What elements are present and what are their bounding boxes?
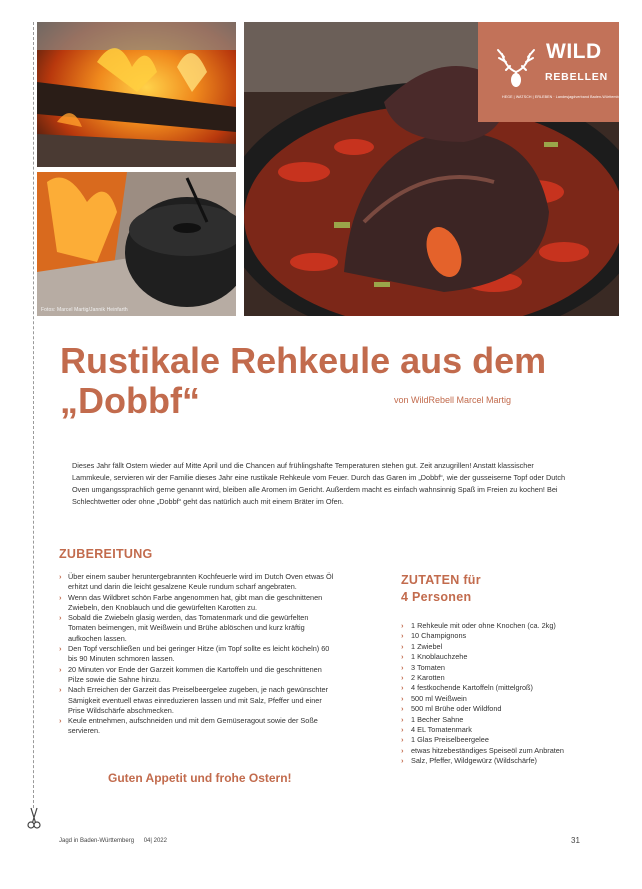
- ingredient-text: Salz, Pfeffer, Wildgewürz (Wildschärfe): [411, 756, 537, 766]
- step-item: [59, 665, 335, 686]
- ingredient-item: [401, 683, 571, 693]
- chevron-right-icon: ›: [59, 716, 62, 726]
- dutch-oven-photo: [37, 172, 236, 316]
- ingredient-text: 1 Becher Sahne: [411, 714, 464, 724]
- chevron-right-icon: ›: [59, 685, 62, 695]
- step-item: [59, 593, 335, 614]
- step-item: [59, 685, 335, 716]
- deer-antler-icon: [494, 46, 538, 88]
- ingredients-heading: [401, 572, 481, 606]
- step-text: Über einem sauber heruntergebrannten Kochfeuerle wird im Dutch Oven etwas Öl erhitzt und darin die leicht gesalzene Keule rundum scharf angebraten.: [68, 572, 334, 592]
- ingredient-text: etwas hitzebeständiges Speiseöl zum Anbraten: [411, 745, 564, 755]
- step-text: Den Topf verschließen und bei geringer Hitze (im Topf sollte es leicht köcheln) 60 bis 90 Minuten schmoren lassen.: [68, 644, 330, 664]
- ingredient-item: [401, 652, 571, 662]
- chevron-right-icon: ›: [401, 725, 404, 735]
- logo-tagline: HEGE | WATSCH | ERLEBEN · Landesjagdverband Baden-Württemberg e.V.: [502, 95, 632, 99]
- step-item: [59, 613, 335, 644]
- ingredient-item: [401, 725, 571, 735]
- ingredient-text: 1 Zwiebel: [411, 641, 443, 651]
- ingredient-text: 2 Karotten: [411, 673, 445, 683]
- step-text: Keule entnehmen, aufschneiden und mit dem Gemüseragout sowie der Soße servieren.: [68, 716, 318, 736]
- ingredient-text: 4 festkochende Kartoffeln (mittelgroß): [411, 683, 533, 693]
- ingredient-item: [401, 621, 571, 631]
- chevron-right-icon: ›: [401, 652, 404, 662]
- ingredient-item: [401, 694, 571, 704]
- ingredient-item: [401, 673, 571, 683]
- ingredient-text: 4 EL Tomatenmark: [411, 725, 472, 735]
- chevron-right-icon: ›: [401, 641, 404, 651]
- chevron-right-icon: ›: [401, 714, 404, 724]
- ingredient-item: [401, 715, 571, 725]
- ingredient-text: 3 Tomaten: [411, 662, 445, 672]
- chevron-right-icon: ›: [401, 693, 404, 703]
- logo-wordmark-wild: WILD: [546, 40, 602, 63]
- step-text: Wenn das Wildbret schön Farbe angenommen hat, gibt man die geschnittenen Zwiebeln, den Knoblauch und die gewürfelten Karotten zu.: [68, 592, 323, 612]
- campfire-photo: [37, 22, 236, 167]
- ingredients-heading-line-2: 4 Personen: [401, 590, 472, 604]
- step-text: Nach Erreichen der Garzeit das Preiselbeergelee zugeben, je nach gewünschter Sämigkeit eventuell etwas einreduzieren lassen und mit Salz, Pfeffer und einer Prise Wildschärfe abschmecken.: [68, 685, 329, 715]
- intro-paragraph: Dieses Jahr fällt Ostern wieder auf Mitte April und die Chancen auf frühlingshafte Temperaturen stehen gut. Zeit anzugrillen! Anstatt klassischer Lammkeule, servieren wir der Familie dieses Jahr eine rustikale Rehkeule vom Feuer. Durch das Garen im „Dobbf“, wie der gusseiserne Topf oder Dutch Oven umgangssprachlich gerne genannt wird, bleiben alle Aromen im Gericht. Außerdem macht es einfach wahnsinnig Spaß im Freien zu kochen! Bei Schlechtwetter oder ohne „Dobbf“ geht das natürlich auch mit einem Bräter im Ofen.: [72, 461, 566, 506]
- chevron-right-icon: ›: [401, 745, 404, 755]
- chevron-right-icon: ›: [401, 735, 404, 745]
- chevron-right-icon: ›: [401, 631, 404, 641]
- chevron-right-icon: ›: [401, 704, 404, 714]
- chevron-right-icon: ›: [59, 592, 62, 602]
- ingredient-text: 1 Knoblauchzehe: [411, 652, 468, 662]
- ingredient-item: [401, 631, 571, 641]
- step-item: [59, 572, 335, 593]
- chevron-right-icon: ›: [401, 662, 404, 672]
- wild-rebellen-logo: [478, 22, 632, 122]
- ingredient-text: 500 ml Brühe oder Wildfond: [411, 704, 502, 714]
- logo-wordmark-rebellen: REBELLEN: [545, 71, 608, 83]
- chevron-right-icon: ›: [59, 572, 62, 581]
- author-byline: von WildRebell Marcel Martig: [394, 395, 512, 405]
- ingredients-heading-line-1: ZUTATEN für: [401, 573, 481, 587]
- page-footer: [59, 838, 175, 844]
- step-item: [59, 644, 335, 665]
- page-number: 31: [571, 836, 580, 845]
- ingredient-item: [401, 642, 571, 652]
- step-text: Sobald die Zwiebeln glasig werden, das Tomatenmark und die gewürfelten Tomaten beimengen, mit Weißwein und Brühe ablöschen und kurz kräftig aufkochen lassen.: [68, 613, 309, 643]
- step-text: 20 Minuten vor Ende der Garzeit kommen die Kartoffeln und die geschnittenen Pilze sowie die Sahne hinzu.: [68, 664, 322, 684]
- article-title-line-2: „Dobbf“: [60, 380, 200, 421]
- chevron-right-icon: ›: [401, 683, 404, 693]
- preparation-steps: [59, 572, 335, 737]
- issue-number: 04| 2022: [143, 838, 167, 844]
- chevron-right-icon: ›: [401, 756, 404, 766]
- publication-name: Jagd in Baden-Württemberg: [59, 838, 135, 844]
- article-title-line-1: Rustikale Rehkeule aus dem: [60, 340, 547, 381]
- ingredient-text: 1 Glas Preiselbeergelee: [411, 735, 489, 745]
- ingredients-list: [401, 621, 571, 767]
- article-title: [60, 341, 600, 421]
- step-item: [59, 716, 335, 737]
- ingredient-text: 1 Rehkeule mit oder ohne Knochen (ca. 2kg): [411, 621, 556, 630]
- ingredient-item: [401, 704, 571, 714]
- ingredient-text: 10 Champignons: [411, 631, 467, 641]
- cut-line: [33, 22, 34, 808]
- chevron-right-icon: ›: [59, 664, 62, 674]
- scissors-icon: [26, 806, 42, 830]
- photo-credit: Fotos: Marcel Martig/Jannik Heinfarth: [41, 307, 128, 313]
- chevron-right-icon: ›: [401, 621, 404, 630]
- chevron-right-icon: ›: [59, 644, 62, 654]
- ingredient-text: 500 ml Weißwein: [411, 693, 467, 703]
- ingredient-item: [401, 663, 571, 673]
- preparation-heading: ZUBEREITUNG: [59, 547, 153, 561]
- ingredient-item: [401, 746, 571, 756]
- chevron-right-icon: ›: [401, 673, 404, 683]
- closing-greeting: Guten Appetit und frohe Ostern!: [108, 771, 292, 785]
- ingredient-item: [401, 735, 571, 745]
- chevron-right-icon: ›: [59, 613, 62, 623]
- ingredient-item: [401, 756, 571, 766]
